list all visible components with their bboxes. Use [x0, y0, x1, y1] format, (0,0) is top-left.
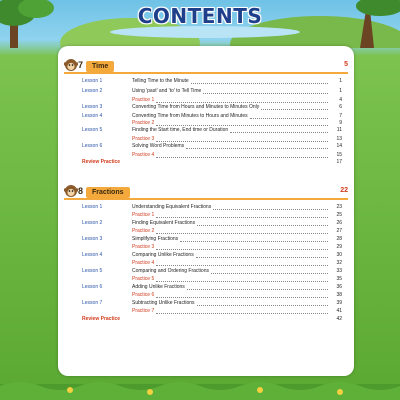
chapter-page: 5 [344, 61, 348, 68]
practice-row[interactable] [82, 244, 342, 251]
dotted-leader [261, 109, 328, 110]
dotted-leader [156, 217, 328, 218]
row-page: 25 [336, 212, 342, 218]
lesson-row[interactable] [82, 220, 342, 227]
row-label: Lesson 3 [82, 104, 103, 110]
row-page: 17 [336, 159, 342, 165]
chapter-title: Time [86, 61, 114, 72]
row-label: Review Practice [82, 316, 121, 322]
dotted-leader [197, 225, 328, 226]
row-title: Practice 4 [132, 152, 155, 158]
practice-row[interactable] [82, 212, 342, 219]
row-page: 26 [336, 220, 342, 226]
row-page: 23 [336, 204, 342, 210]
row-page: 1 [339, 88, 342, 94]
row-title: Understanding Equivalent Fractions [132, 204, 212, 210]
row-label: Lesson 6 [82, 143, 103, 149]
row-title: Practice 4 [132, 260, 155, 266]
review-row[interactable] [82, 159, 342, 166]
dotted-leader [156, 297, 328, 298]
row-title: Practice 3 [132, 136, 155, 142]
row-title: Practice 7 [132, 308, 155, 314]
row-page: 42 [336, 316, 342, 322]
lesson-row[interactable] [82, 300, 342, 307]
dotted-leader [156, 141, 328, 142]
row-label: Lesson 1 [82, 78, 103, 84]
row-title: Comparing and Ordering Fractions [132, 268, 209, 274]
lesson-row[interactable] [82, 204, 342, 211]
row-title: Finding the Start time, End time or Duration [132, 127, 229, 133]
row-page: 15 [336, 152, 342, 158]
lesson-row[interactable] [82, 127, 342, 134]
dotted-leader [156, 157, 328, 158]
lesson-row[interactable] [82, 268, 342, 275]
dotted-leader [156, 125, 328, 126]
dotted-leader [230, 132, 328, 133]
row-label: Lesson 4 [82, 252, 103, 258]
row-page: 39 [336, 300, 342, 306]
row-title: Comparing Unlike Fractions [132, 252, 194, 258]
row-page: 35 [336, 276, 342, 282]
row-title: Practice 6 [132, 292, 155, 298]
contents-sheet [58, 46, 354, 376]
dotted-leader [156, 102, 328, 103]
row-page: 32 [336, 260, 342, 266]
row-title: Practice 1 [132, 212, 155, 218]
lesson-row[interactable] [82, 143, 342, 150]
row-title: Practice 2 [132, 120, 155, 126]
chapter-number: 7 [78, 60, 84, 70]
practice-row[interactable] [82, 276, 342, 283]
row-label: Lesson 2 [82, 220, 103, 226]
row-label: Lesson 7 [82, 300, 103, 306]
dotted-leader [213, 209, 328, 210]
row-page: 14 [336, 143, 342, 149]
row-label: Lesson 3 [82, 236, 103, 242]
row-page: 41 [336, 308, 342, 314]
row-page: 33 [336, 268, 342, 274]
practice-row[interactable] [82, 228, 342, 235]
dotted-leader [203, 93, 328, 94]
lesson-row[interactable] [82, 78, 342, 85]
row-label: Lesson 4 [82, 113, 103, 119]
row-title: Practice 1 [132, 97, 155, 103]
practice-row[interactable] [82, 120, 342, 127]
row-title: Finding Equivalent Fractions [132, 220, 196, 226]
dotted-leader [187, 289, 328, 290]
row-label: Lesson 1 [82, 204, 103, 210]
row-page: 1 [339, 78, 342, 84]
row-title: Using 'past' and 'to' to Tell Time [132, 88, 202, 94]
chapter-page: 22 [340, 187, 348, 194]
row-page: 36 [336, 284, 342, 290]
row-page: 38 [336, 292, 342, 298]
row-title: Adding Unlike Fractions [132, 284, 185, 290]
row-title: Simplifying Fractions [132, 236, 179, 242]
row-title: Telling Time to the Minute [132, 78, 189, 84]
row-page: 4 [339, 97, 342, 103]
practice-row[interactable] [82, 136, 342, 143]
chapter-header-7 [64, 60, 348, 74]
row-label: Lesson 5 [82, 268, 103, 274]
dotted-leader [180, 241, 328, 242]
row-title: Practice 3 [132, 244, 155, 250]
row-title: Subtracting Unlike Fractions [132, 300, 195, 306]
dotted-leader [156, 313, 328, 314]
dotted-leader [211, 273, 328, 274]
review-row[interactable] [82, 316, 342, 323]
row-title: Converting Time from Minutes to Hours and Minutes [132, 113, 248, 119]
lesson-row[interactable] [82, 104, 342, 111]
row-page: 13 [336, 136, 342, 142]
practice-row[interactable] [82, 152, 342, 159]
grass-footer [0, 378, 400, 400]
chapter-rule [64, 198, 348, 200]
dotted-leader [156, 249, 328, 250]
row-page: 28 [336, 236, 342, 242]
dotted-leader [250, 118, 328, 119]
dotted-leader [186, 148, 328, 149]
practice-row[interactable] [82, 308, 342, 315]
lesson-row[interactable] [82, 88, 342, 95]
practice-row[interactable] [82, 97, 342, 104]
chapter-number: 8 [78, 186, 84, 196]
dotted-leader [156, 265, 328, 266]
practice-row[interactable] [82, 260, 342, 267]
row-title: Converting Time from Hours and Minutes to Minutes Only [132, 104, 260, 110]
lesson-row[interactable] [82, 236, 342, 243]
chapter-header-8 [64, 186, 348, 200]
row-page: 6 [339, 104, 342, 110]
lesson-row[interactable] [82, 284, 342, 291]
row-page: 27 [336, 228, 342, 234]
row-label: Review Practice [82, 159, 121, 165]
practice-row[interactable] [82, 292, 342, 299]
row-page: 30 [336, 252, 342, 258]
row-label: Lesson 5 [82, 127, 103, 133]
page-title: CONTENTS [137, 4, 263, 28]
row-title: Solving Word Problems [132, 143, 185, 149]
row-title: Practice 2 [132, 228, 155, 234]
row-label: Lesson 2 [82, 88, 103, 94]
row-label: Lesson 6 [82, 284, 103, 290]
dotted-leader [191, 83, 328, 84]
dotted-leader [196, 257, 328, 258]
row-page: 29 [336, 244, 342, 250]
row-page: 11 [336, 127, 342, 133]
dotted-leader [197, 305, 328, 306]
row-page: 9 [339, 120, 342, 126]
lesson-row[interactable] [82, 252, 342, 259]
row-page: 7 [339, 113, 342, 119]
row-title: Practice 5 [132, 276, 155, 282]
dotted-leader [156, 233, 328, 234]
dotted-leader [156, 281, 328, 282]
chapter-title: Fractions [86, 187, 130, 198]
lesson-row[interactable] [82, 113, 342, 120]
chapter-rule [64, 72, 348, 74]
